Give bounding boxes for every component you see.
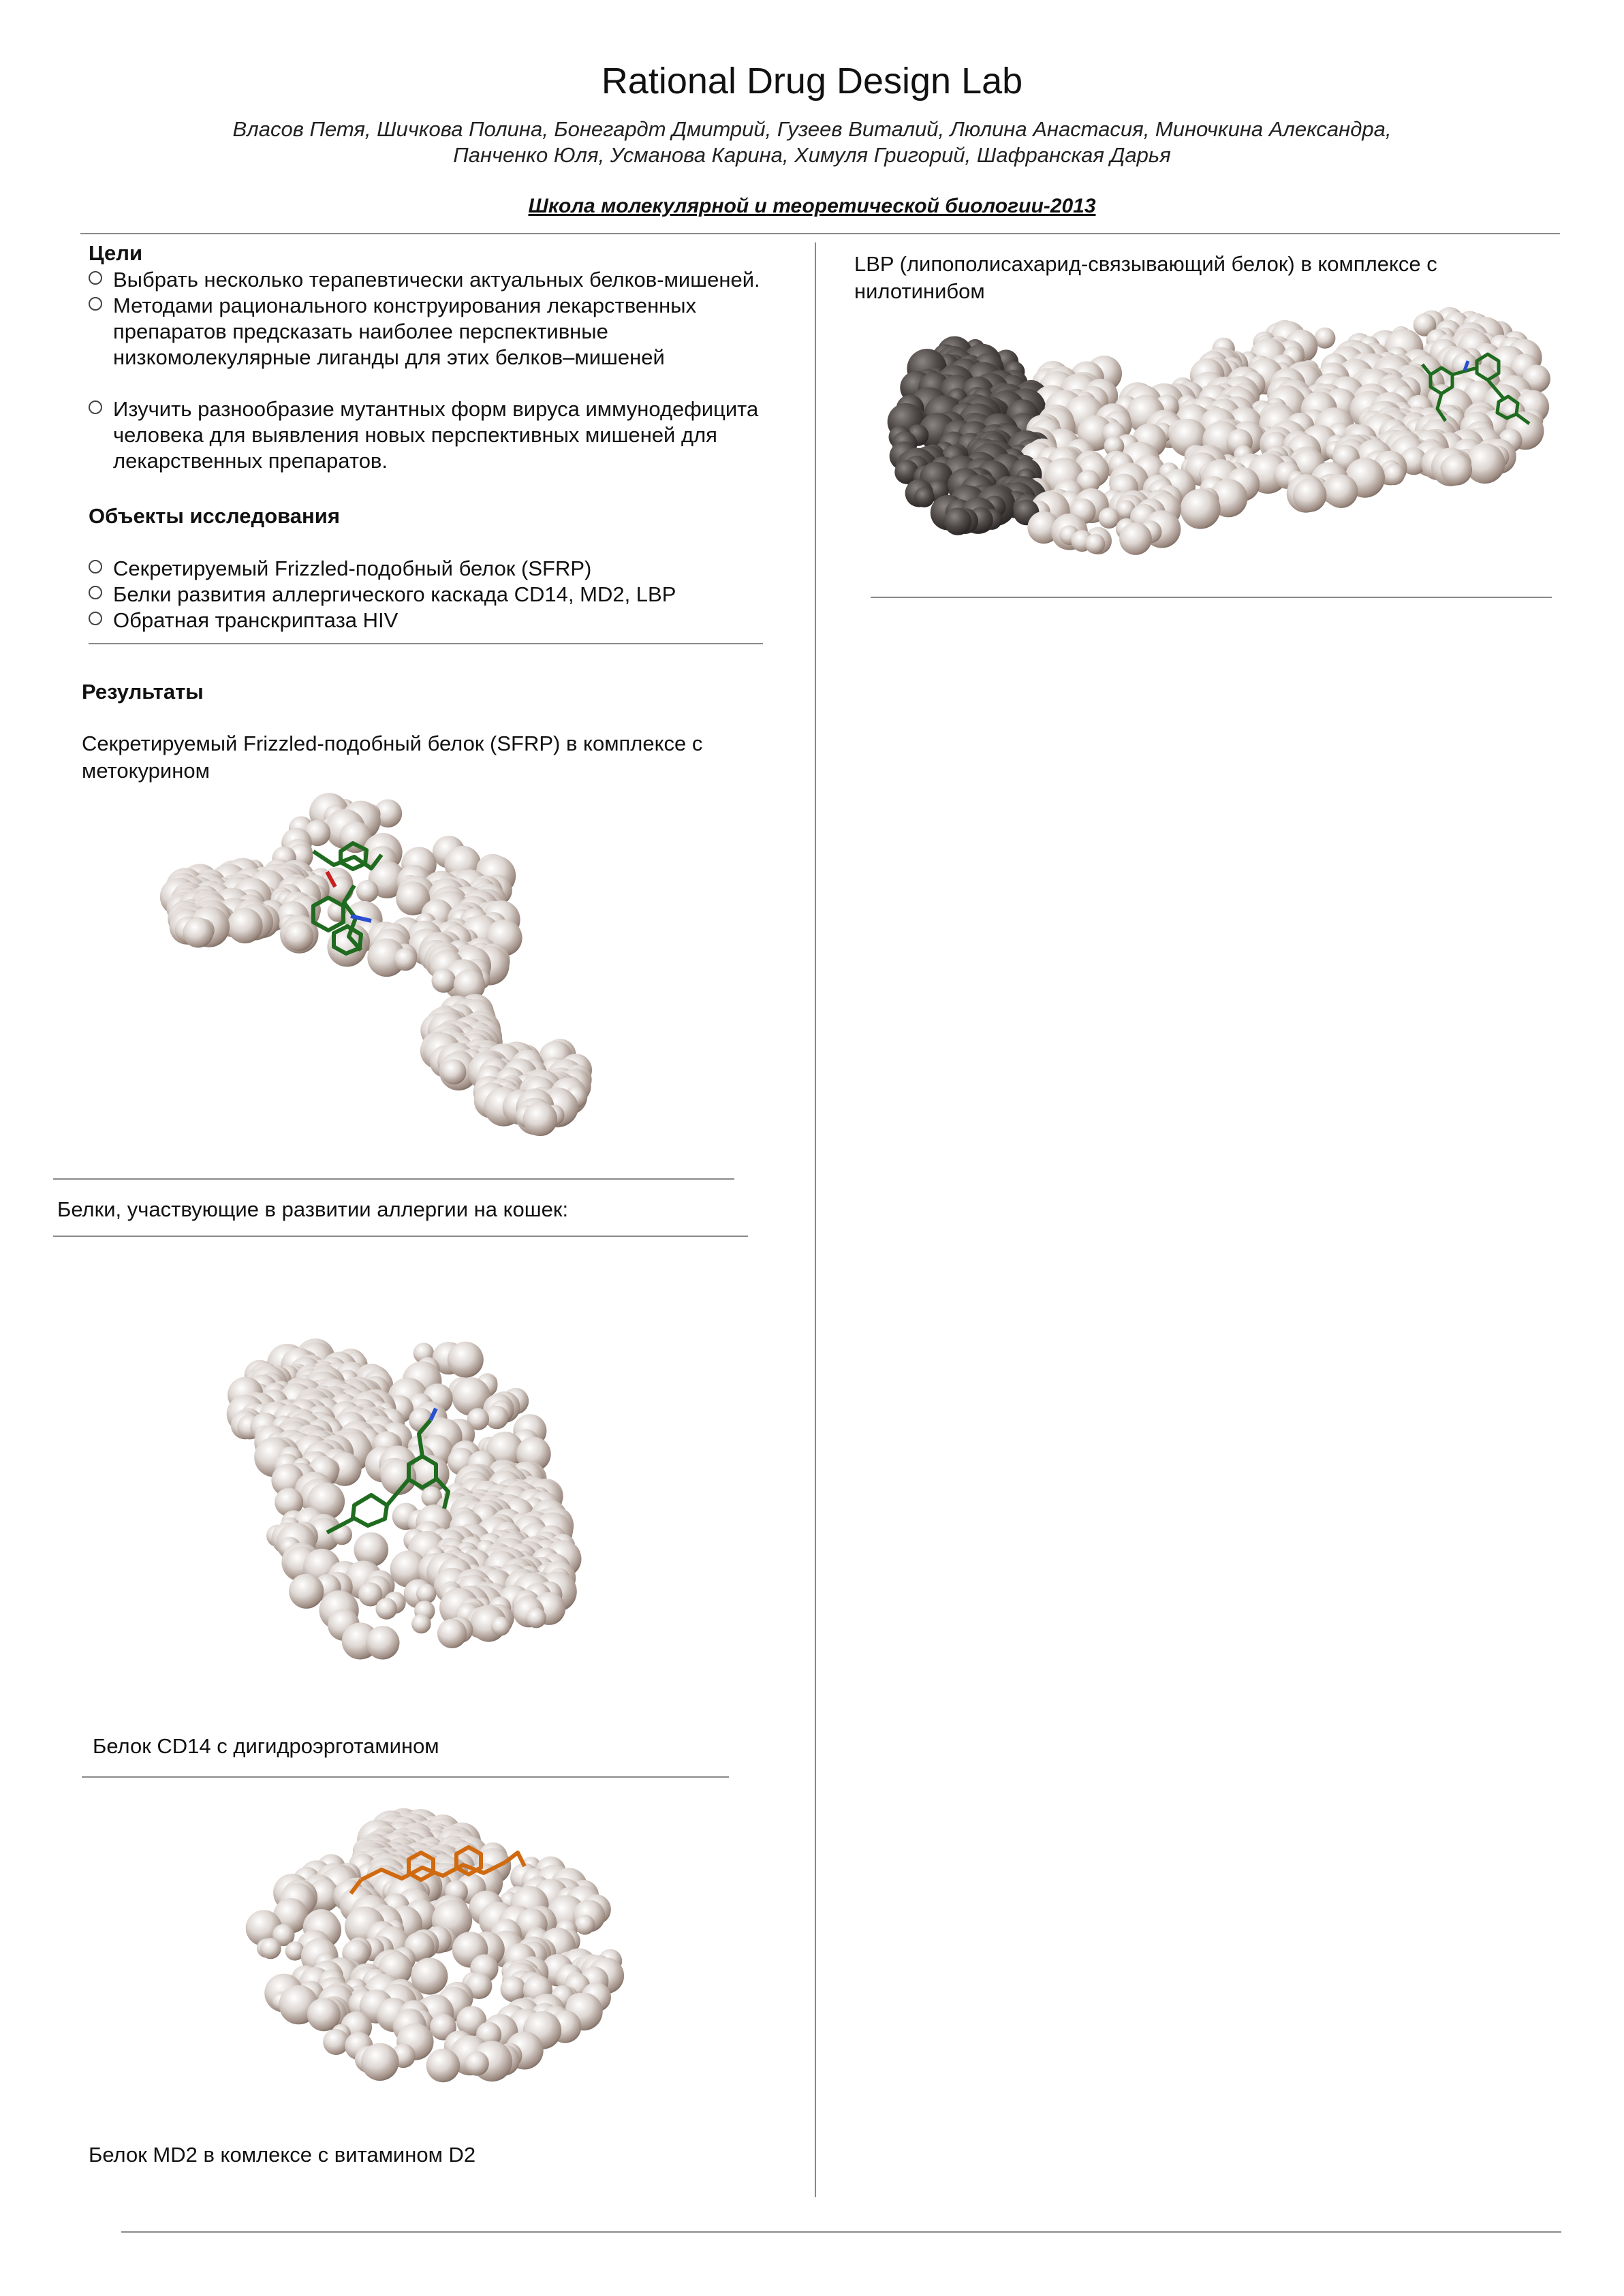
surface-bead xyxy=(289,1574,324,1609)
cd14-caption: Белок CD14 с дигидроэрготамином xyxy=(93,1734,439,1758)
surface-bead xyxy=(1181,489,1221,529)
bullet-circle-icon xyxy=(89,612,102,625)
object-item: Обратная транскриптаза HIV xyxy=(89,608,797,633)
surface-bead xyxy=(944,507,972,535)
bullet-circle-icon xyxy=(89,400,102,414)
surface-bead xyxy=(228,908,263,943)
surface-bead xyxy=(1119,522,1152,555)
surface-bead xyxy=(1085,534,1105,554)
surface-bead xyxy=(914,487,935,507)
footer-divider xyxy=(121,2231,1561,2233)
goal-item: Изучить разнообразие мутантных форм вируса иммунодефицита человека для выявления новых перспективных мишеней для лекарственных препаратов. xyxy=(89,396,797,474)
surface-bead xyxy=(323,2029,349,2055)
surface-bead xyxy=(465,2051,489,2076)
surface-bead xyxy=(437,1619,467,1648)
md2-surface xyxy=(246,1808,624,2082)
lbp-divider xyxy=(871,597,1552,598)
surface-bead xyxy=(366,1626,399,1659)
allergy-caption: Белки, участвующие в развитии аллергии на кошек: xyxy=(57,1197,569,1221)
header-divider xyxy=(80,233,1560,234)
object-item: Белки развития аллергического каскада CD14, MD2, LBP xyxy=(89,582,797,608)
md2-protein-image xyxy=(238,1805,634,2105)
surface-bead xyxy=(501,1977,527,2002)
surface-bead xyxy=(1384,464,1405,486)
surface-bead xyxy=(1099,507,1120,529)
surface-bead xyxy=(432,969,456,993)
surface-bead xyxy=(1293,478,1326,512)
surface-bead xyxy=(284,922,314,952)
authors-line-2: Панченко Юля, Усманова Карина, Химуля Григорий, Шафранская Дарья xyxy=(453,143,1171,167)
md2-caption: Белок MD2 в комлексе с витамином D2 xyxy=(89,2143,476,2167)
surface-bead xyxy=(491,1616,510,1635)
surface-bead xyxy=(416,1584,436,1603)
surface-bead xyxy=(183,917,214,948)
lbp-protein-image xyxy=(892,300,1546,593)
sfrp-surface xyxy=(160,793,592,1136)
sfrp-caption: Секретируемый Frizzled-подобный белок (SFRP) в комплексе с метокурином xyxy=(82,732,703,783)
goals-list xyxy=(89,267,797,474)
page-title: Rational Drug Design Lab xyxy=(601,61,1023,101)
surface-bead xyxy=(426,2049,460,2082)
authors-line-1: Власов Петя, Шичкова Полина, Бонегардт Дмитрий, Гузеев Виталий, Люлина Анастасия, Миночкина Александра, xyxy=(232,117,1392,141)
objects-list xyxy=(89,556,797,633)
lbp-caption: LBP (липополисахарид-связывающий белок) в комплексе с нилотинибом xyxy=(854,252,1437,303)
surface-bead xyxy=(356,880,379,902)
surface-bead xyxy=(1441,454,1472,486)
bullet-circle-icon xyxy=(89,560,102,573)
objects-heading: Объекты исследования xyxy=(89,504,340,528)
surface-bead xyxy=(375,1598,397,1620)
school-name: Школа молекулярной и теоретической биологии-2013 xyxy=(528,195,1096,217)
cd14-divider xyxy=(82,1776,729,1778)
cd14-protein-image xyxy=(232,1294,586,1703)
allergy-divider xyxy=(53,1236,748,1237)
surface-bead xyxy=(1324,475,1358,508)
bullet-circle-icon xyxy=(89,271,102,285)
surface-bead xyxy=(441,1059,466,1084)
surface-bead xyxy=(448,1342,484,1378)
bullet-circle-icon xyxy=(89,297,102,311)
objects-divider xyxy=(89,643,763,644)
bullet-circle-icon xyxy=(89,586,102,599)
surface-bead xyxy=(411,1614,431,1634)
object-item: Секретируемый Frizzled-подобный белок (SFRP) xyxy=(89,556,797,582)
goal-item: Методами рационального конструирования лекарственных препаратов предсказать наиболее перспективные низкомолекулярные лиганды для этих белков–мишеней xyxy=(89,293,797,371)
surface-bead xyxy=(526,1608,546,1629)
results-heading: Результаты xyxy=(82,680,204,704)
surface-bead xyxy=(361,2043,399,2081)
goal-item: Выбрать несколько терапевтически актуальных белков-мишеней. xyxy=(89,267,797,293)
cd14-surface xyxy=(227,1338,582,1659)
column-divider xyxy=(815,242,816,2197)
surface-bead xyxy=(523,1102,557,1136)
lbp-surface xyxy=(888,307,1550,555)
surface-bead xyxy=(575,1915,595,1934)
sfrp-divider xyxy=(53,1178,734,1180)
sfrp-protein-image xyxy=(177,770,613,1151)
surface-bead xyxy=(260,1938,281,1959)
goals-heading: Цели xyxy=(89,241,143,265)
surface-bead xyxy=(394,948,417,971)
